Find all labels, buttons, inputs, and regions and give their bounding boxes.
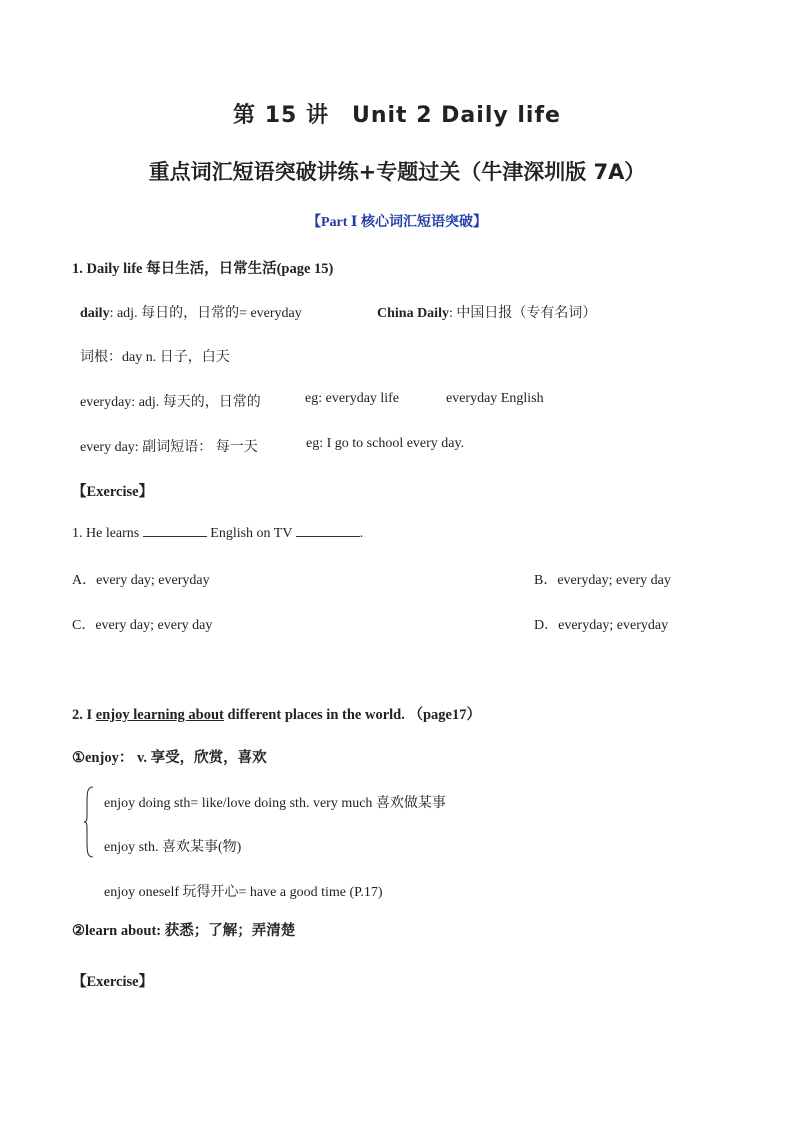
enjoy-usage-2: enjoy sth. 喜欢某事(物) — [104, 840, 242, 855]
exercise-label-2: 【Exercise】 — [72, 974, 154, 990]
section-2-heading-prefix: 2. I — [72, 707, 93, 723]
section-2-heading-underlined: enjoy learning about — [95, 707, 224, 723]
china-daily-definition — [377, 302, 596, 322]
word-root: 词根：day n. 日子，白天 — [80, 350, 230, 365]
enjoy-usage-1: enjoy doing sth= like/love doing sth. very much 喜欢做某事 — [104, 796, 446, 811]
every-day-example: eg: I go to school every day. — [306, 436, 465, 451]
question-1-part-2: English on TV — [210, 526, 293, 541]
enjoy-usage-3: enjoy oneself 玩得开心= have a good time (P.17) — [104, 885, 383, 900]
part-heading: 【Part Ⅰ 核心词汇短语突破】 — [307, 215, 487, 230]
section-2-heading — [72, 703, 481, 724]
option-b[interactable]: B．everyday; every day — [534, 573, 671, 588]
enjoy-heading: ①enjoy： v. 享受，欣赏，喜欢 — [72, 750, 267, 766]
answer-blank-2[interactable] — [296, 524, 360, 537]
option-c[interactable]: C．every day; every day — [72, 618, 213, 633]
section-1-heading: 1. Daily life 每日生活，日常生活(page 15) — [72, 261, 334, 277]
exercise-label: 【Exercise】 — [72, 484, 154, 500]
question-1 — [72, 524, 363, 542]
answer-blank-1[interactable] — [143, 524, 207, 537]
daily-definition — [80, 302, 302, 322]
option-a[interactable]: A．every day; everyday — [72, 573, 210, 588]
everyday-example-2: everyday English — [446, 391, 544, 406]
section-2-heading-suffix: different places in the world. （page17） — [227, 707, 481, 723]
option-d[interactable]: D．everyday; everyday — [534, 618, 669, 633]
curly-brace-icon — [84, 786, 94, 858]
china-daily-def: : 中国日报（专有名词） — [448, 306, 597, 321]
daily-word: daily — [80, 306, 110, 321]
page-subtitle: 重点词汇短语突破讲练+专题过关（牛津深圳版 7A） — [148, 160, 646, 184]
everyday-example: eg: everyday life — [305, 391, 400, 406]
everyday-definition: everyday: adj. 每天的，日常的 — [80, 395, 261, 410]
learn-about-heading: ②learn about: 获悉；了解；弄清楚 — [72, 923, 296, 939]
china-daily-word: China Daily — [377, 306, 449, 321]
page-title: 第 15 讲 Unit 2 Daily life — [233, 103, 561, 128]
question-1-part-1: 1. He learns — [72, 526, 140, 541]
daily-def: : adj. 每日的，日常的= everyday — [109, 306, 302, 321]
every-day-definition: every day: 副词短语： 每一天 — [80, 440, 258, 455]
question-1-part-3: . — [359, 526, 364, 541]
